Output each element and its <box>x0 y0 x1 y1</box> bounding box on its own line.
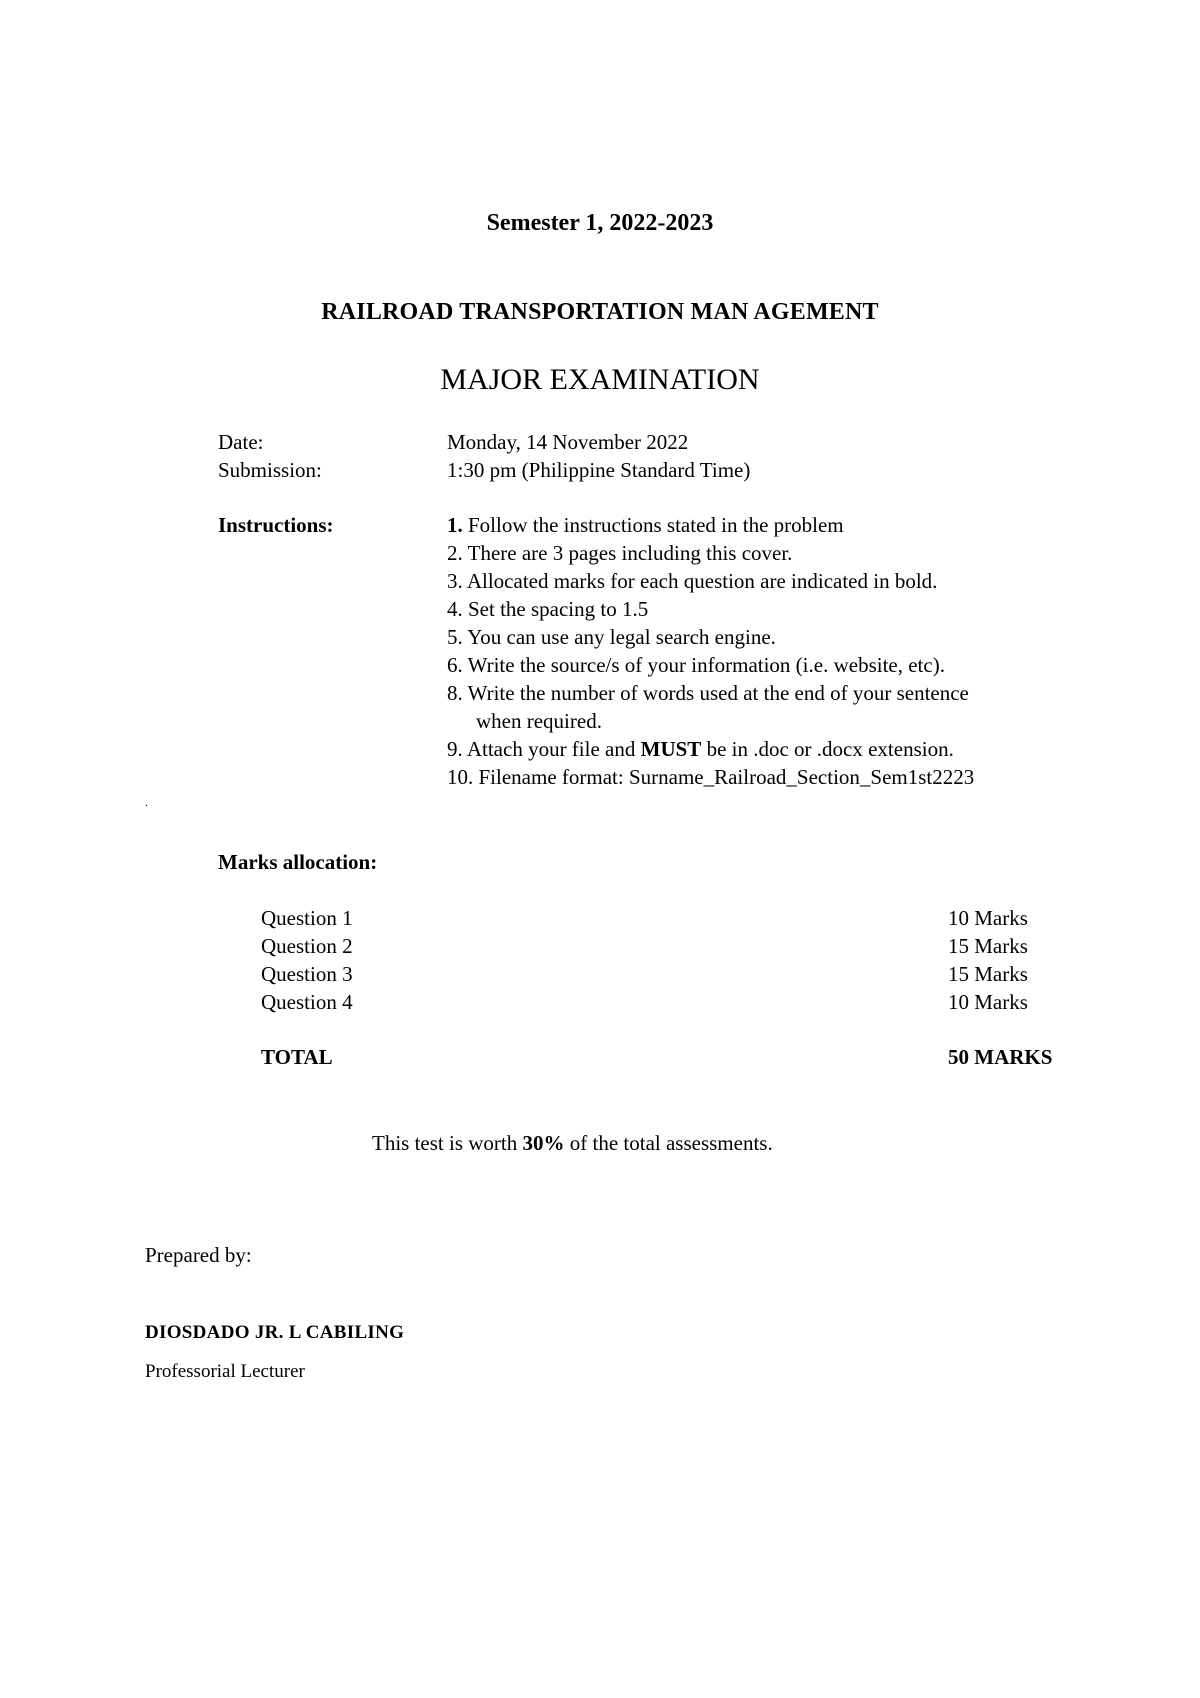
marks-allocation-label: Marks allocation: <box>218 850 378 874</box>
question-marks: 10 Marks <box>948 990 1028 1014</box>
instruction-item: 8. Write the number of words used at the end of your sentence <box>447 681 969 705</box>
instruction-item-continued: when required. <box>476 709 602 733</box>
total-label: TOTAL <box>261 1045 333 1069</box>
submission-value: 1:30 pm (Philippine Standard Time) <box>447 458 751 482</box>
instruction-item: 10. Filename format: Surname_Railroad_Section_Sem1st2223 <box>447 765 975 789</box>
instruction-item: 1. Follow the instructions stated in the problem <box>447 513 844 537</box>
question-marks: 15 Marks <box>948 962 1028 986</box>
instructions-list <box>447 511 974 791</box>
date-value: Monday, 14 November 2022 <box>447 430 689 454</box>
total-value: 50 MARKS <box>948 1045 1053 1069</box>
submission-label: Submission: <box>218 458 322 482</box>
instruction-item: 5. You can use any legal search engine. <box>447 625 776 649</box>
instruction-item: 6. Write the source/s of your information (i.e. website, etc). <box>447 653 945 677</box>
question-label: Question 3 <box>261 962 353 986</box>
course-title: RAILROAD TRANSPORTATION MAN AGEMENT <box>321 299 879 325</box>
instruction-item: 4. Set the spacing to 1.5 <box>447 597 649 621</box>
question-marks: 10 Marks <box>948 906 1028 930</box>
instruction-item: 2. There are 3 pages including this cover. <box>447 541 793 565</box>
question-label: Question 4 <box>261 990 353 1014</box>
lecturer-title: Professorial Lecturer <box>145 1361 305 1382</box>
exam-title: MAJOR EXAMINATION <box>440 363 760 396</box>
instructions-label: Instructions: <box>218 513 334 537</box>
question-label: Question 2 <box>261 934 353 958</box>
semester-heading: Semester 1, 2022-2023 <box>486 210 714 236</box>
instruction-item: 3. Allocated marks for each question are indicated in bold. <box>447 569 938 593</box>
question-label: Question 1 <box>261 906 353 930</box>
lecturer-name: DIOSDADO JR. L CABILING <box>145 1322 405 1343</box>
date-label: Date: <box>218 430 264 454</box>
instruction-item: 9. Attach your file and MUST be in .doc or .docx extension. <box>447 737 954 761</box>
prepared-by-label: Prepared by: <box>145 1243 252 1267</box>
assessment-weight-note: This test is worth 30% of the total assessments. <box>372 1131 773 1155</box>
question-marks: 15 Marks <box>948 934 1028 958</box>
stray-dot: . <box>145 795 148 809</box>
